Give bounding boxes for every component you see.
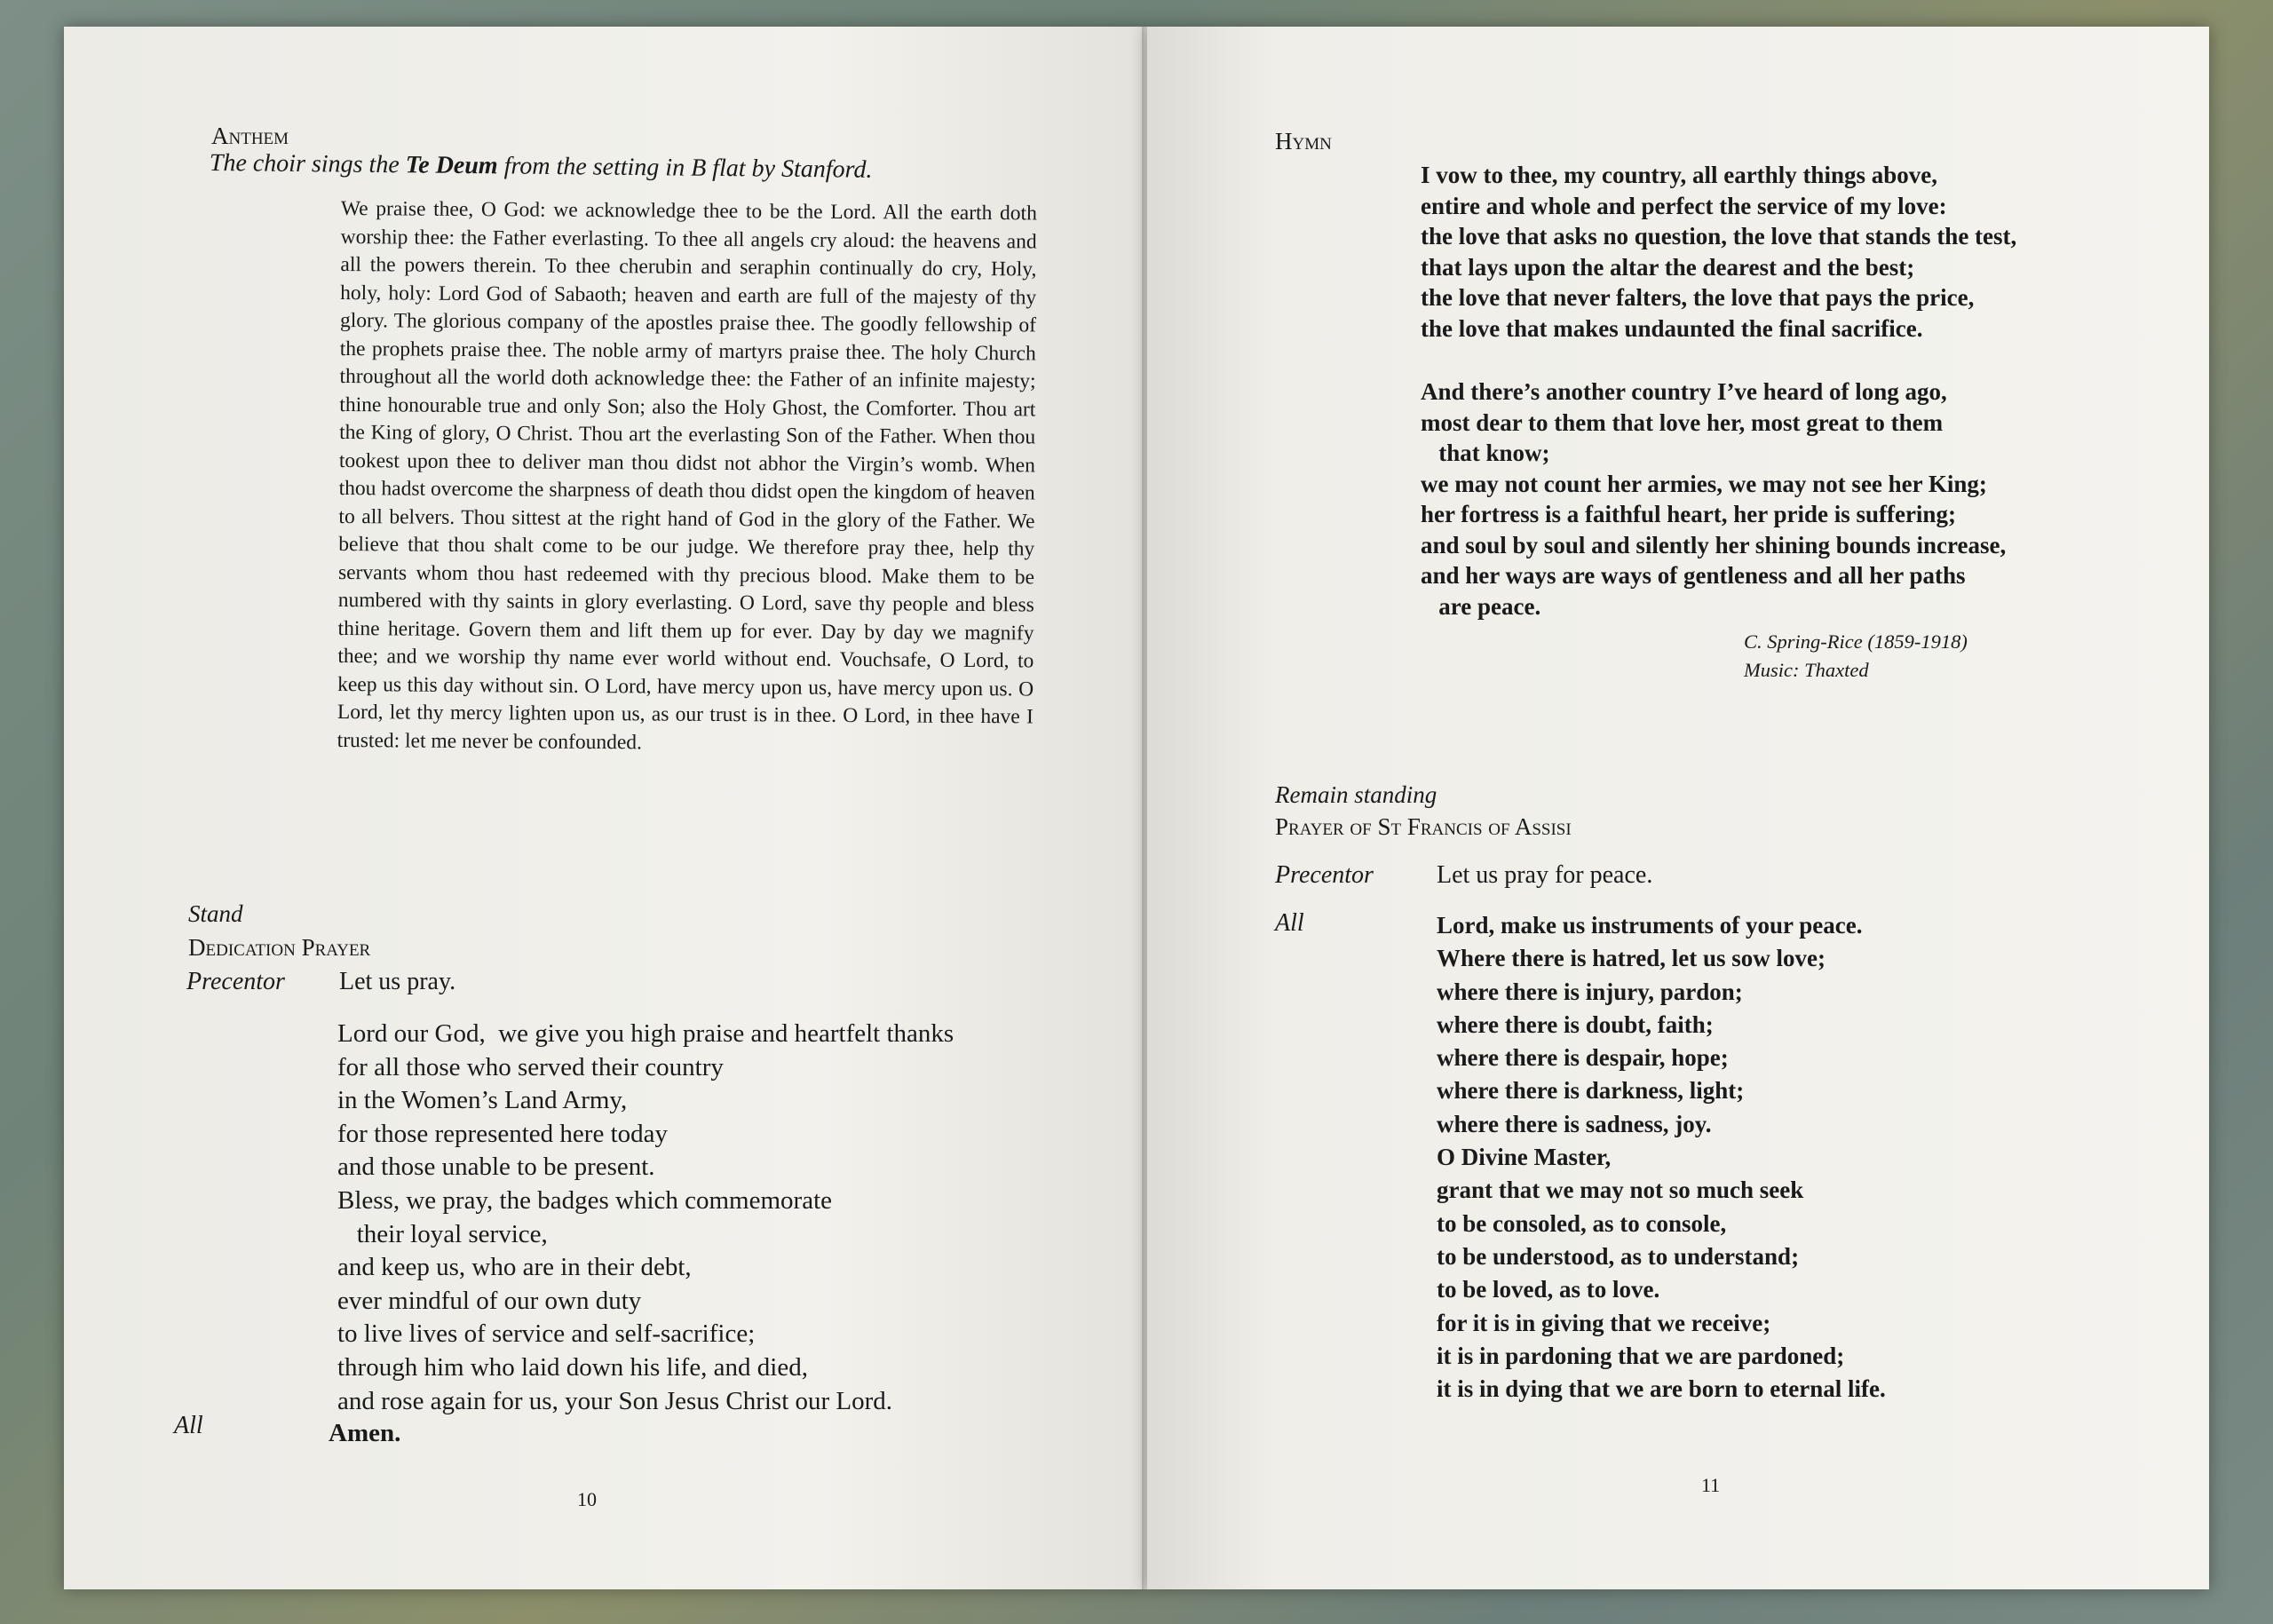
st-francis-prayer-line: Where there is hatred, let us sow love; xyxy=(1437,945,1826,972)
hymn-verse-2-line: and her ways are ways of gentleness and all her paths xyxy=(1421,562,1966,589)
page-number-left: 10 xyxy=(577,1488,597,1510)
dedication-prayer-line: in the Women’s Land Army, xyxy=(337,1086,628,1115)
st-francis-prayer-line: Lord, make us instruments of your peace. xyxy=(1437,912,1863,939)
st-francis-prayer-line: where there is sadness, joy. xyxy=(1437,1110,1712,1137)
st-francis-prayer-line: where there is despair, hope; xyxy=(1437,1044,1729,1072)
dedication-precentor-text: Let us pray. xyxy=(339,968,456,995)
amen: Amen. xyxy=(329,1419,401,1447)
hymn-verse-2-line: are peace. xyxy=(1421,592,1541,620)
anthem-intro-bold: Te Deum xyxy=(405,151,498,180)
page-number-right: 11 xyxy=(1701,1474,1721,1496)
st-francis-heading: Prayer of St Francis of Assisi xyxy=(1275,813,1572,840)
st-francis-prayer-line: to be loved, as to love. xyxy=(1437,1276,1660,1303)
hymn-verse-1-line: the love that asks no question, the love that stands the test, xyxy=(1421,223,2017,250)
dedication-prayer-line: and those unable to be present. xyxy=(337,1153,655,1182)
dedication-all-label: All xyxy=(174,1412,203,1439)
remain-standing-instruction: Remain standing xyxy=(1275,781,1437,808)
hymn-verse-1-line: the love that never falters, the love that pays the price, xyxy=(1421,284,1975,311)
dedication-prayer-line: Bless, we pray, the badges which commemorate xyxy=(337,1185,833,1215)
hymn-verse-2-line: And there’s another country I’ve heard of long ago, xyxy=(1421,378,1947,405)
st-francis-prayer-lines xyxy=(1437,909,1886,1406)
te-deum-text: We praise thee, O God: we acknowledge thee to be the Lord. All the earth doth worship thee: the Father everlasting. To thee all angels cry aloud: the heavens and all the powers therein. To thee cherubin and seraphin continually do cry, Holy, holy, holy: Lord God of Sabaoth; heaven and earth are full of the majesty of thy glory. The glorious company of the apostles praise thee. The goodly fellowship of the prophets praise thee. The noble army of martyrs praise thee. The holy Church throughout all the world doth acknowledge thee: the Father of an infinite majesty; thine honourable true and only Son; also the Holy Ghost, the Comforter. Thou art the King of glory, O Christ. Thou art the everlasting Son of the Father. When thou tookest upon thee to deliver man thou didst not abhor the Virgin’s womb. When thou hadst overcome the sharpness of death thou didst open the kingdom of heaven to all belvers. Thou sittest at the right hand of God in the glory of the Father. We believe that thou shalt come to be our judge. We therefore pray thee, help thy servants whom thou hast redeemed with thy precious blood. Make them to be numbered with thy saints in glory everlasting. O Lord, save thy people and bless thine heritage. Govern them and lift them up for ever. Day by day we magnify thee; and we worship thy name ever world without end. Vouchsafe, O Lord, to keep us this day without sin. O Lord, have mercy upon us, have mercy upon us. O Lord, let thy mercy lighten upon us, as our trust is in thee. O Lord, in thee have I trusted: let me never be confounded. xyxy=(337,196,1037,754)
hymn-verse-1-line: entire and whole and perfect the service of my love: xyxy=(1421,192,1947,219)
dedication-prayer-line: their loyal service, xyxy=(337,1219,548,1248)
st-francis-prayer-line: where there is injury, pardon; xyxy=(1437,978,1743,1005)
hymn-verse-1-line: I vow to thee, my country, all earthly things above, xyxy=(1421,162,1937,188)
anthem-heading: Anthem xyxy=(211,123,289,149)
hymn-verse-1-line: that lays upon the altar the dearest and the best; xyxy=(1421,253,1915,281)
anthem-intro-before: The choir sings the xyxy=(209,149,406,179)
hymn-heading: Hymn xyxy=(1275,128,1332,154)
st-francis-prayer-line: to be consoled, as to console, xyxy=(1437,1209,1727,1237)
st-francis-prayer-line: where there is doubt, faith; xyxy=(1437,1010,1714,1038)
dedication-prayer-line: and rose again for us, your Son Jesus Christ our Lord. xyxy=(337,1386,893,1415)
st-francis-precentor-text: Let us pray for peace. xyxy=(1437,861,1653,889)
st-francis-prayer-line: it is in dying that we are born to eternal life. xyxy=(1437,1375,1886,1403)
dedication-prayer-lines xyxy=(337,1018,954,1418)
hymn-verse-2-line: most dear to them that love her, most great to them xyxy=(1421,408,1944,436)
st-francis-prayer-line: for it is in giving that we receive; xyxy=(1437,1309,1771,1336)
hymn-music: Music: Thaxted xyxy=(1744,659,1869,681)
stand-instruction: Stand xyxy=(188,900,243,927)
dedication-prayer-line: Lord our God, we give you high praise and heartfelt thanks xyxy=(337,1019,954,1048)
hymn-verse-1-line: the love that makes undaunted the final sacrifice. xyxy=(1421,314,1923,342)
dedication-prayer-line: for those represented here today xyxy=(337,1119,669,1148)
st-francis-all-label: All xyxy=(1275,909,1304,937)
st-francis-precentor-label: Precentor xyxy=(1275,861,1374,889)
hymn-verse-2-line: and soul by soul and silently her shining bounds increase, xyxy=(1421,531,2007,558)
st-francis-prayer-line: where there is darkness, light; xyxy=(1437,1077,1745,1105)
st-francis-prayer-line: grant that we may not so much seek xyxy=(1437,1176,1804,1204)
st-francis-prayer-line: O Divine Master, xyxy=(1437,1144,1612,1171)
dedication-prayer-line: for all those who served their country xyxy=(337,1052,724,1081)
st-francis-prayer-line: it is in pardoning that we are pardoned; xyxy=(1437,1342,1845,1369)
dedication-prayer-line: and keep us, who are in their debt, xyxy=(337,1253,692,1282)
hymn-verse-1 xyxy=(1421,160,2016,344)
hymn-author: C. Spring-Rice (1859-1918) xyxy=(1744,630,1968,653)
st-francis-prayer-line: to be understood, as to understand; xyxy=(1437,1242,1800,1270)
hymn-verse-2-line: her fortress is a faithful heart, her pride is suffering; xyxy=(1421,501,1956,527)
dedication-prayer-line: ever mindful of our own duty xyxy=(337,1286,642,1315)
hymn-verse-2 xyxy=(1421,376,2006,622)
dedication-prayer-line: through him who laid down his life, and died, xyxy=(337,1352,808,1382)
dedication-prayer-line: to live lives of service and self-sacrifice; xyxy=(337,1319,756,1349)
hymn-verse-2-line: we may not count her armies, we may not see her King; xyxy=(1421,470,1987,497)
anthem-intro-after: from the setting in B flat by Stanford. xyxy=(497,152,873,184)
dedication-precentor-label: Precentor xyxy=(186,968,285,995)
dedication-heading: Dedication Prayer xyxy=(188,934,371,961)
hymn-verse-2-line: that know; xyxy=(1421,440,1550,466)
